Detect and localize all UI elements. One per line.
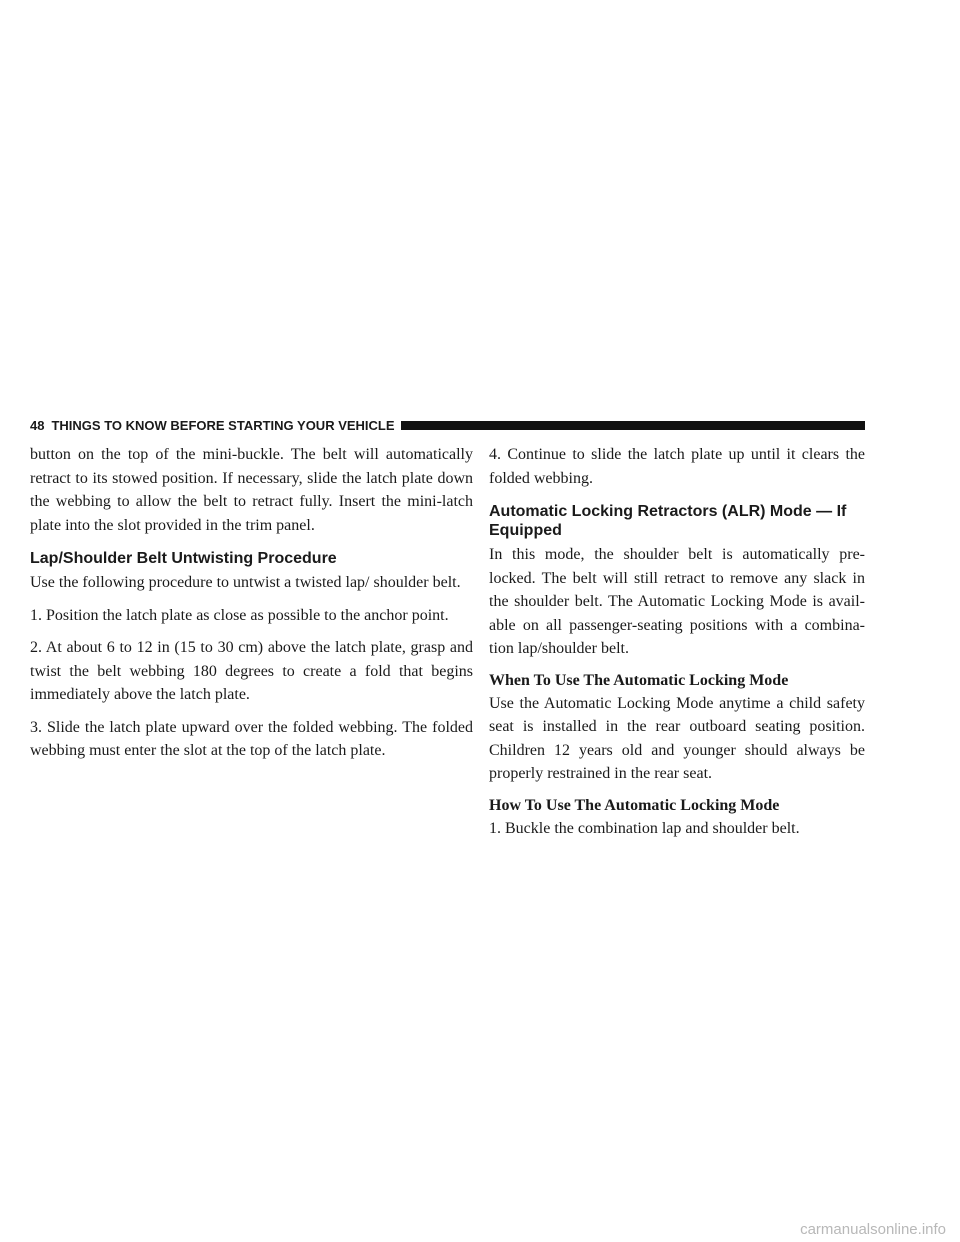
section-title: THINGS TO KNOW BEFORE STARTING YOUR VEHICLE [51,417,395,433]
paragraph-intro: Use the following procedure to untwist a twisted lap/ shoulder belt. [30,574,461,591]
how-step-1: 1. Buckle the combination lap and shoulder belt. [489,819,800,837]
subheading-when-to-use: When To Use The Automatic Locking Mode [489,671,789,689]
step-2: 2. At about 6 to 12 in (15 to 30 cm) above the latch plate, grasp and twist the belt webbing 180 degrees to create a fold that begins immediately above the latch plate. [30,639,473,703]
paragraph-when-to-use: Use the Automatic Locking Mode anytime a child safety seat is installed in the rear outboard seating position. Children 12 years old and younger should always be properly restrained in the rear seat. [489,694,865,782]
left-column [30,443,473,772]
page-number: 48 [30,417,45,433]
step-1: 1. Position the latch plate as close as possible to the anchor point. [30,606,449,624]
step-4: 4. Continue to slide the latch plate up until it clears the folded webbing. [489,446,865,487]
paragraph-continued: button on the top of the mini-buckle. The belt will automatically retract to its stowed position. If necessary, slide the latch plate down the webbing to allow the belt to retract fully. Insert the mini-latch plate into the slot provided in the trim panel. [30,446,473,534]
heading-untwisting-procedure: Lap/Shoulder Belt Untwisting Procedure [30,550,337,567]
paragraph-alr: In this mode, the shoulder belt is automatically pre-locked. The belt will still retract to remove any slack in the shoulder belt. The Automatic Locking Mode is avail-able on all passenger-seating positions with a combina-tion lap/shoulder belt. [489,546,865,657]
page-header [30,418,865,432]
heading-alr-mode: Automatic Locking Retractors (ALR) Mode — If Equipped [489,503,847,539]
watermark: carmanualsonline.info [800,1221,946,1238]
step-3: 3. Slide the latch plate upward over the folded webbing. The folded webbing must enter the slot at the top of the latch plate. [30,718,473,759]
right-column [489,443,865,849]
subheading-how-to-use: How To Use The Automatic Locking Mode [489,796,780,814]
header-rule [401,421,865,430]
